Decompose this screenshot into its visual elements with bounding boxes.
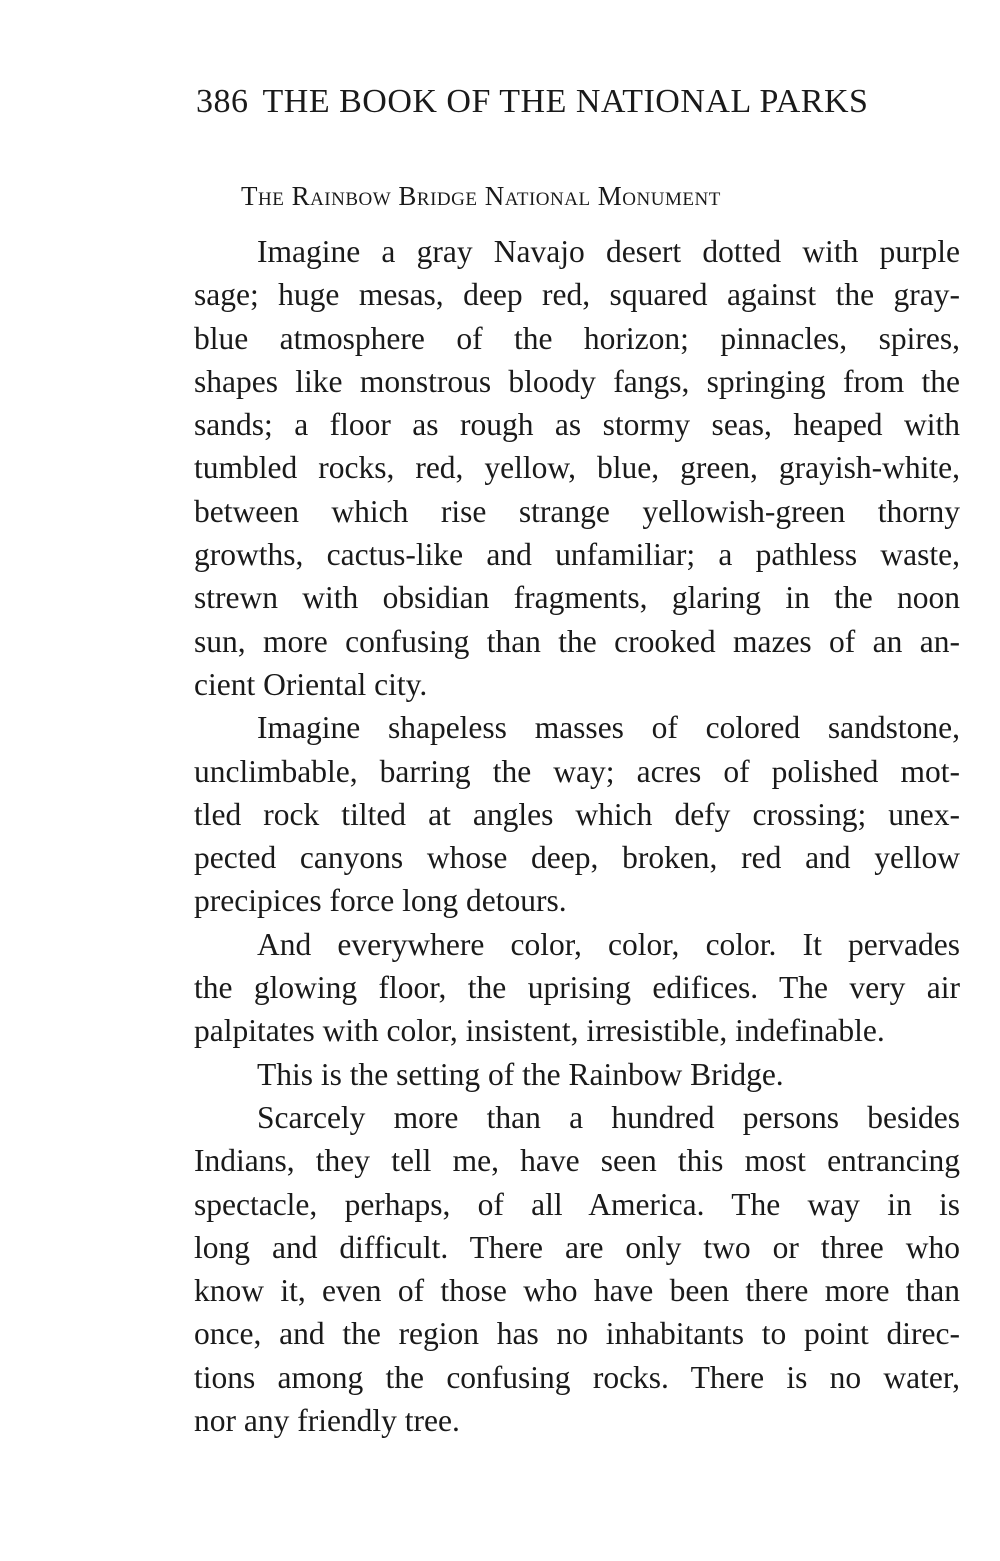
text-line: blue atmosphere of the horizon; pinnacles, spires, — [194, 320, 960, 356]
text-line: sage; huge mesas, deep red, squared against the gray- — [194, 277, 960, 313]
text-line: the glowing floor, the uprising edifices. The very air — [194, 970, 960, 1006]
text-line: palpitates with color, insistent, irresistible, indefinable. — [194, 1013, 885, 1049]
text-line: precipices force long detours. — [194, 883, 567, 919]
text-line: tled rock tilted at angles which defy crossing; unex- — [194, 796, 960, 832]
text-line: long and difficult. There are only two or three who — [194, 1229, 960, 1265]
text-line: nor any friendly tree. — [194, 1403, 460, 1439]
text-line: strewn with obsidian fragments, glaring in the noon — [194, 580, 960, 616]
text-line: tumbled rocks, red, yellow, blue, green, grayish-white, — [194, 450, 960, 486]
text-line: And everywhere color, color, color. It pervades — [257, 926, 960, 962]
paragraph — [194, 230, 960, 706]
text-line: Imagine shapeless masses of colored sandstone, — [257, 710, 960, 746]
text-line: sands; a floor as rough as stormy seas, heaped with — [194, 407, 960, 443]
section-title: The Rainbow Bridge National Monument — [241, 181, 721, 211]
text-line: Imagine a gray Navajo desert dotted with purple — [257, 234, 960, 269]
text-line: between which rise strange yellowish-green thorny — [194, 493, 960, 529]
text-line: once, and the region has no inhabitants to point direc- — [194, 1316, 960, 1352]
text-line: sun, more confusing than the crooked mazes of an an- — [194, 623, 960, 659]
text-line: Indians, they tell me, have seen this most entrancing — [194, 1143, 960, 1179]
paragraph — [194, 1053, 960, 1096]
body-text — [194, 230, 960, 1442]
text-line: Scarcely more than a hundred persons besides — [257, 1099, 960, 1135]
paragraph — [194, 923, 960, 1053]
text-line: pected canyons whose deep, broken, red and yellow — [194, 840, 960, 876]
running-head — [196, 80, 936, 124]
running-title: THE BOOK OF THE NATIONAL PARKS — [262, 83, 869, 120]
text-line: shapes like monstrous bloody fangs, springing from the — [194, 363, 960, 399]
paragraph — [194, 706, 960, 922]
text-line: growths, cactus-like and unfamiliar; a pathless waste, — [194, 537, 960, 573]
text-line: This is the setting of the Rainbow Bridge. — [257, 1056, 784, 1092]
text-line: unclimbable, barring the way; acres of polished mot- — [194, 753, 960, 789]
text-line: spectacle, perhaps, of all America. The way in is — [194, 1186, 960, 1222]
page-number: 386 — [196, 83, 249, 120]
paragraph — [194, 1096, 960, 1442]
text-line: cient Oriental city. — [194, 666, 428, 702]
text-line: know it, even of those who have been there more than — [194, 1273, 960, 1309]
text-line: tions among the confusing rocks. There is no water, — [194, 1359, 960, 1395]
